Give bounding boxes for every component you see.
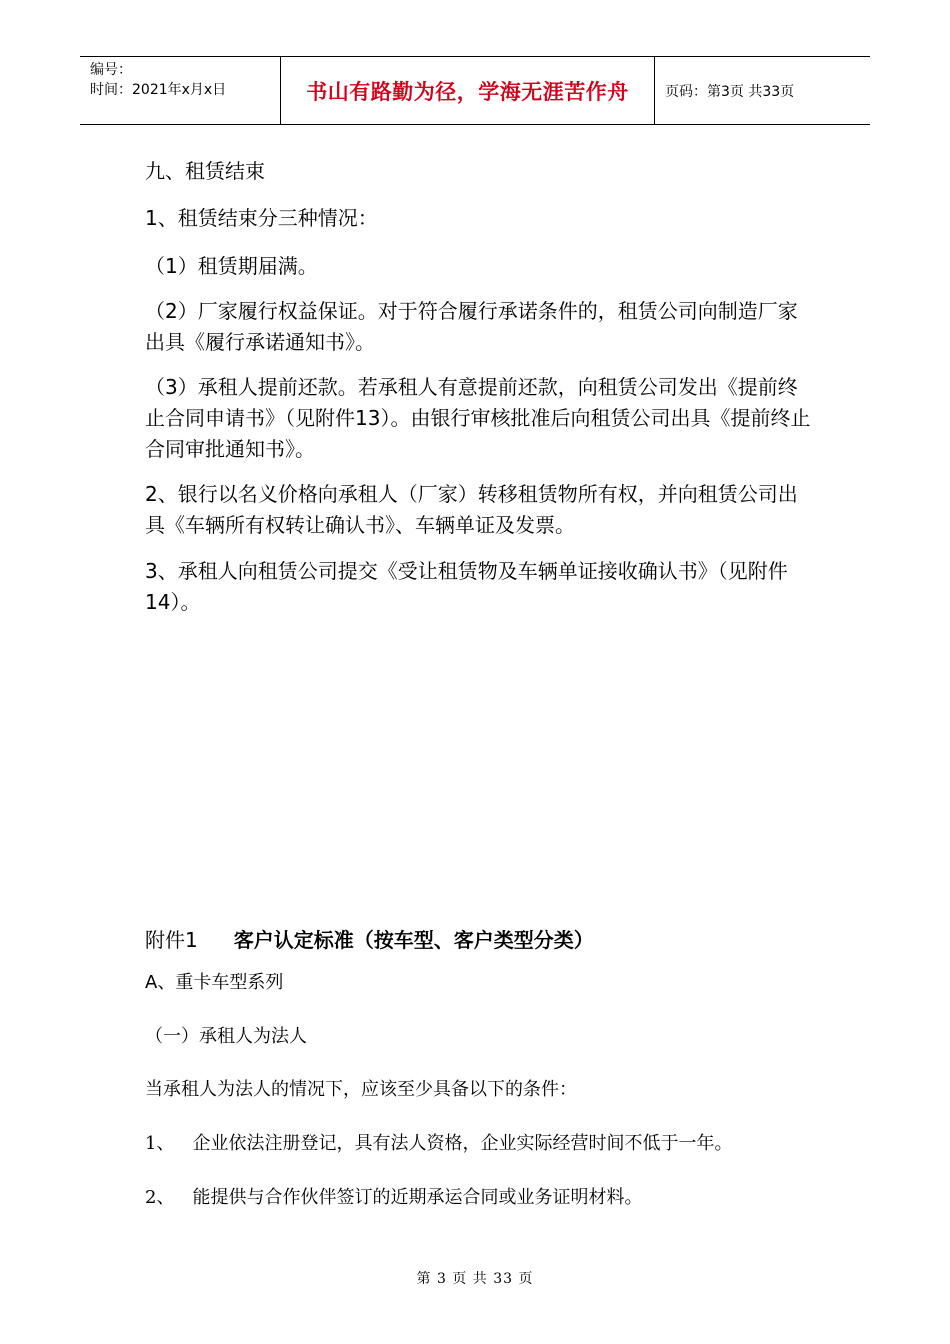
paragraph-1-3: （3）承租人提前还款。若承租人有意提前还款，向租赁公司发出《提前终止合同申请书》（见附件13）。由银行审核批准后向租赁公司出具《提前终止合同审批通知书》。: [145, 375, 811, 461]
appendix-category: A、重卡车型系列: [145, 972, 284, 993]
list-item-text: 企业依法注册登记，具有法人资格，企业实际经营时间不低于一年。: [192, 1133, 733, 1154]
time-label: 时间：2021年x月x日: [90, 82, 227, 98]
appendix-title: 客户认定标准（按车型、客户类型分类）: [233, 928, 594, 952]
section-heading: 九、租赁结束: [145, 159, 265, 183]
list-item: [145, 1185, 642, 1211]
paragraph-1-2: （2）厂家履行权益保证。对于符合履行承诺条件的，租赁公司向制造厂家出具《履行承诺通知书》。: [145, 299, 798, 354]
list-item: [145, 1131, 732, 1157]
appendix-subheading: （一）承租人为法人: [145, 1026, 307, 1047]
appendix-number: 附件1: [145, 928, 198, 952]
page-footer: 第 3 页 共 33 页: [416, 1271, 534, 1287]
list-item-index: 1、: [145, 1133, 175, 1154]
paragraph-1-1: （1）租赁期届满。: [145, 254, 318, 278]
paragraph-1: 1、租赁结束分三种情况：: [145, 206, 378, 230]
appendix-intro: 当承租人为法人的情况下，应该至少具备以下的条件：: [145, 1079, 577, 1100]
paragraph-3: 3、承租人向租赁公司提交《受让租赁物及车辆单证接收确认书》（见附件14）。: [145, 559, 788, 614]
list-item-index: 2、: [145, 1187, 175, 1208]
page-header: [80, 56, 870, 125]
header-meta: [80, 57, 281, 124]
number-label: 编号：: [90, 62, 132, 78]
header-page-label: 页码：第3页 共33页: [665, 83, 795, 100]
list-item-text: 能提供与合作伙伴签订的近期承运合同或业务证明材料。: [192, 1187, 643, 1208]
header-motto: 书山有路勤为径，学海无涯苦作舟: [281, 57, 655, 124]
paragraph-2: 2、银行以名义价格向承租人（厂家）转移租赁物所有权，并向租赁公司出具《车辆所有权转让确认书》、车辆单证及发票。: [145, 482, 798, 537]
appendix-heading: [145, 925, 594, 955]
